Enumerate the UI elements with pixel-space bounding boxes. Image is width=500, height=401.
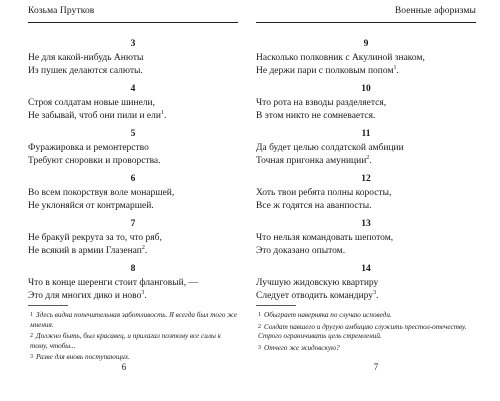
footnote-ref[interactable]: 1 (393, 64, 397, 71)
aphorism (28, 38, 238, 77)
footnote-marker: 1 (258, 312, 261, 318)
aphorism-number: 7 (130, 219, 136, 229)
verse-text: Точная пригонка амуниции (256, 155, 367, 166)
verse-text: Фуражировка и ремонтерство (28, 143, 149, 153)
aphorism-number: 11 (361, 129, 371, 139)
running-head: Козьма Прутков (28, 6, 95, 16)
verse-text: Не уклоняйся от контрмаршей. (28, 200, 154, 211)
header-rule (256, 22, 476, 23)
aphorism (256, 38, 476, 77)
aphorism-number: 8 (130, 264, 136, 274)
aphorism-number: 4 (130, 84, 136, 94)
aphorism-number: 9 (363, 39, 369, 49)
verse-text: Из пушек делаются салюты. (28, 65, 143, 76)
verse-line (256, 155, 476, 168)
verse-text: Что рота на взводы разделяется, (256, 98, 387, 108)
verse-text: Да будет целью солдатской амбиции (256, 143, 404, 153)
verse-line (256, 245, 476, 258)
aphorism (256, 128, 476, 167)
aphorism (28, 263, 238, 302)
verse-line (28, 245, 238, 258)
verse-text: Лучшую жидовскую квартиру (256, 278, 379, 288)
aphorism-list (28, 38, 238, 308)
footnote (256, 323, 476, 342)
aphorism (28, 218, 238, 257)
footnote-ref[interactable]: 2 (141, 244, 145, 251)
verse-text: Все ж годятся на аванпосты. (256, 200, 372, 211)
verse-text: Это доказано опытом. (256, 245, 346, 256)
footnote-text: Разве для вновь поступающих. (36, 353, 130, 361)
verse-text: Следует отводить командиру (256, 290, 374, 301)
footnote-text: Обыграет наверняка по случаю исповеди. (264, 311, 392, 319)
verse-text: Строя солдатам новые шинели, (28, 98, 155, 108)
footnote (28, 311, 238, 330)
verse-text: Что в конце шеренги стоит фланговый, — (28, 278, 198, 288)
verse-text: Не бракуй рекрута за то, что ряб, (28, 233, 162, 243)
period: . (369, 155, 372, 166)
period: . (396, 65, 399, 76)
page-number: 7 (373, 362, 379, 372)
footnote-marker: 2 (258, 323, 261, 330)
verse-line (28, 155, 238, 168)
aphorism (256, 83, 476, 122)
aphorism-number: 12 (361, 174, 371, 184)
aphorism (256, 263, 476, 302)
verse-line (256, 290, 476, 303)
aphorism (256, 218, 476, 257)
verse-line (256, 65, 476, 78)
verse-line (256, 187, 476, 200)
footnote (256, 344, 476, 354)
aphorism-number: 10 (361, 84, 371, 94)
footnotes (256, 311, 476, 355)
period: . (163, 110, 167, 121)
footnote-ref[interactable]: 1 (160, 109, 164, 116)
footnote-text: Должно быть, был красавец, и прилагал поэтому все силы к тому, чтобы... (30, 332, 221, 350)
footnote-marker: 3 (258, 344, 261, 351)
period: . (144, 245, 148, 256)
verse-text: Не для какой-нибудь Анюты (28, 53, 144, 63)
verse-text: Не всякий в армии Глазенап (28, 245, 142, 256)
footnote-marker: 3 (30, 354, 33, 360)
verse-line (256, 200, 476, 213)
aphorism (28, 83, 238, 122)
verse-line (28, 277, 238, 290)
footnote-ref[interactable]: 3 (373, 289, 377, 296)
verse-line (256, 97, 476, 110)
verse-line (28, 97, 238, 110)
verse-line (28, 142, 238, 155)
aphorism-number: 6 (130, 174, 136, 184)
verse-line (28, 232, 238, 245)
footnote-text: Солдат павшего и другую амбицию служить престол-отечеству. Строго ограничивать цель стремлений. (258, 322, 467, 340)
footnote-rule (256, 305, 296, 306)
right-page (252, 0, 500, 401)
aphorism-number: 13 (361, 219, 371, 229)
aphorism-number: 3 (130, 39, 136, 49)
aphorism-list (256, 38, 476, 308)
verse-line (256, 52, 476, 65)
period: . (144, 290, 147, 301)
verse-text: Насколько полковник с Акулиной знаком, (256, 53, 425, 63)
aphorism-number: 5 (130, 129, 136, 139)
aphorism (28, 128, 238, 167)
verse-line (256, 142, 476, 155)
verse-text: Хоть твои ребята полны коросты, (256, 188, 392, 198)
verse-text: Это для многих дико и ново (28, 290, 142, 301)
footnote-text: Отчего же жидовскую? (264, 343, 340, 352)
footnote-rule (28, 305, 68, 306)
aphorism (28, 173, 238, 212)
verse-line (28, 200, 238, 213)
footnote (256, 311, 476, 321)
header-rule (28, 22, 238, 23)
verse-line (256, 277, 476, 290)
verse-line (28, 65, 238, 78)
footnotes (28, 311, 238, 365)
footnote-text: Здесь видна попечительная заботливость. Я всегда был того же мнения. (30, 311, 237, 329)
verse-line (28, 110, 238, 123)
verse-text: Во всем покорствуя воле монаршей, (28, 188, 175, 198)
page-number: 6 (121, 362, 127, 372)
footnote-marker: 2 (30, 333, 33, 339)
footnote (28, 332, 238, 351)
period: . (376, 290, 379, 301)
verse-text: Не держи пари с полковым попом (256, 65, 394, 76)
verse-text: В этом никто не сомневается. (256, 110, 376, 121)
footnote-ref[interactable]: 3 (141, 289, 145, 296)
left-page (0, 0, 248, 401)
footnote-marker: 1 (30, 312, 33, 318)
verse-text: Не забывай, чтоб они пили и ели (28, 110, 161, 121)
verse-line (28, 290, 238, 303)
verse-line (28, 52, 238, 65)
footnote-ref[interactable]: 2 (366, 154, 370, 161)
verse-text: Что нельзя командовать шепотом, (256, 233, 394, 243)
running-head: Военные афоризмы (394, 6, 476, 16)
aphorism-number: 14 (361, 264, 371, 274)
verse-text: Требуют сноровки и проворства. (28, 155, 161, 166)
verse-line (28, 187, 238, 200)
verse-line (256, 232, 476, 245)
aphorism (256, 173, 476, 212)
verse-line (256, 110, 476, 123)
